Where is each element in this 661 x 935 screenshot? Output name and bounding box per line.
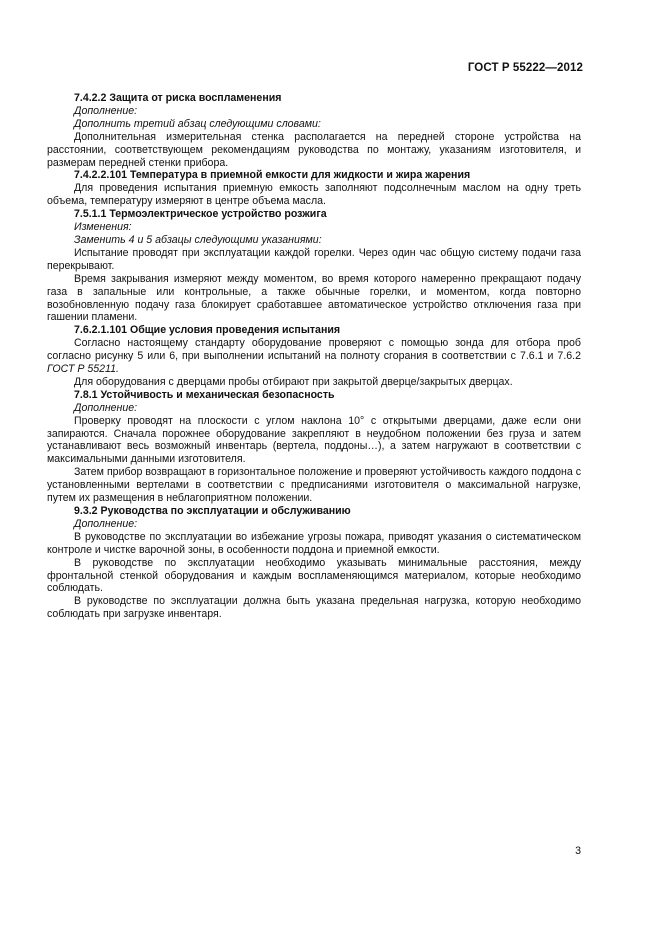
paragraph: Время закрывания измеряют между моментом, во время которого намеренно прекращают подачу газа в запальные или контрольные, а также обычные горелки, и моментом, когда повторно возобновленную подачу газа блокирует сработавшее автоматическое устройство отключения газа при гашении пламени. bbox=[47, 272, 581, 324]
paragraph-with-reference bbox=[47, 337, 581, 376]
amendment-instruction: Заменить 4 и 5 абзацы следующими указаниями: bbox=[74, 233, 322, 246]
section-heading-7-4-2-2-101: 7.4.2.2.101 Температура в приемной емкости для жидкости и жира жарения bbox=[74, 169, 471, 182]
document-body bbox=[47, 92, 581, 621]
amendment-note: Дополнение: bbox=[74, 104, 138, 117]
paragraph: В руководстве по эксплуатации должна быть указана предельная нагрузка, которую необходимо соблюдать при загрузке инвентаря. bbox=[47, 595, 581, 621]
amendment-note: Изменения: bbox=[74, 221, 132, 234]
paragraph-text: Согласно настоящему стандарту оборудование проверяют с помощью зонда для отбора проб согласно рисунку 5 или 6, при выполнении испытаний на полноту сгорания в соответствии с 7.6.1 и 7.6.2 bbox=[47, 337, 581, 363]
page-number: 3 bbox=[575, 845, 581, 857]
paragraph: Для оборудования с дверцами пробы отбирают при закрытой дверце/закрытых дверцах. bbox=[74, 375, 513, 388]
section-heading-7-5-1-1: 7.5.1.1 Термоэлектрическое устройство розжига bbox=[74, 208, 327, 221]
standard-reference: ГОСТ Р 55211. bbox=[47, 363, 119, 376]
paragraph: В руководстве по эксплуатации во избежание угрозы пожара, приводят указания о систематическом контроле и чистке варочной зоны, в особенности поддона и приемной емкости. bbox=[47, 530, 581, 556]
section-heading-7-8-1: 7.8.1 Устойчивость и механическая безопасность bbox=[74, 388, 335, 401]
paragraph: Затем прибор возвращают в горизонтальное положение и проверяют устойчивость каждого поддона с установленными вертелами в соответствии с предписаниями изготовителя о максимальной нагрузке, путем их размещения в неблагоприятном положении. bbox=[47, 466, 581, 505]
amendment-instruction: Дополнить третий абзац следующими словами: bbox=[74, 117, 321, 130]
paragraph: Дополнительная измерительная стенка располагается на передней стороне устройства на расстоянии, соответствующем рекомендациям руководства по монтажу, указаниям изготовителя, и размерам передней стенки прибора. bbox=[47, 130, 581, 169]
section-heading-7-4-2-2: 7.4.2.2 Защита от риска воспламенения bbox=[74, 92, 282, 104]
document-code-header: ГОСТ Р 55222—2012 bbox=[467, 62, 583, 74]
paragraph: Испытание проводят при эксплуатации каждой горелки. Через один час общую систему подачи газа перекрывают. bbox=[47, 246, 581, 272]
paragraph: Проверку проводят на плоскости с углом наклона 10° с открытыми дверцами, даже если они запираются. Сначала порожнее оборудование закрепляют в неудобном положении без груза и затем устанавливают весь возможный инвентарь (вертела, поддоны…), а затем нагружают в соответствии с максимальными данными изготовителя. bbox=[47, 414, 581, 466]
amendment-note: Дополнение: bbox=[74, 401, 138, 414]
paragraph: В руководстве по эксплуатации необходимо указывать минимальные расстояния, между фронтальной стенкой оборудования и каждым воспламеняющимся материалом, которые необходимо соблюдать. bbox=[47, 556, 581, 595]
paragraph: Для проведения испытания приемную емкость заполняют подсолнечным маслом на одну треть объема, температуру измеряют в центре объема масла. bbox=[47, 182, 581, 208]
amendment-note: Дополнение: bbox=[74, 517, 138, 530]
section-heading-7-6-2-1-101: 7.6.2.1.101 Общие условия проведения испытания bbox=[74, 324, 341, 337]
section-heading-9-3-2: 9.3.2 Руководства по эксплуатации и обслуживанию bbox=[74, 505, 351, 517]
